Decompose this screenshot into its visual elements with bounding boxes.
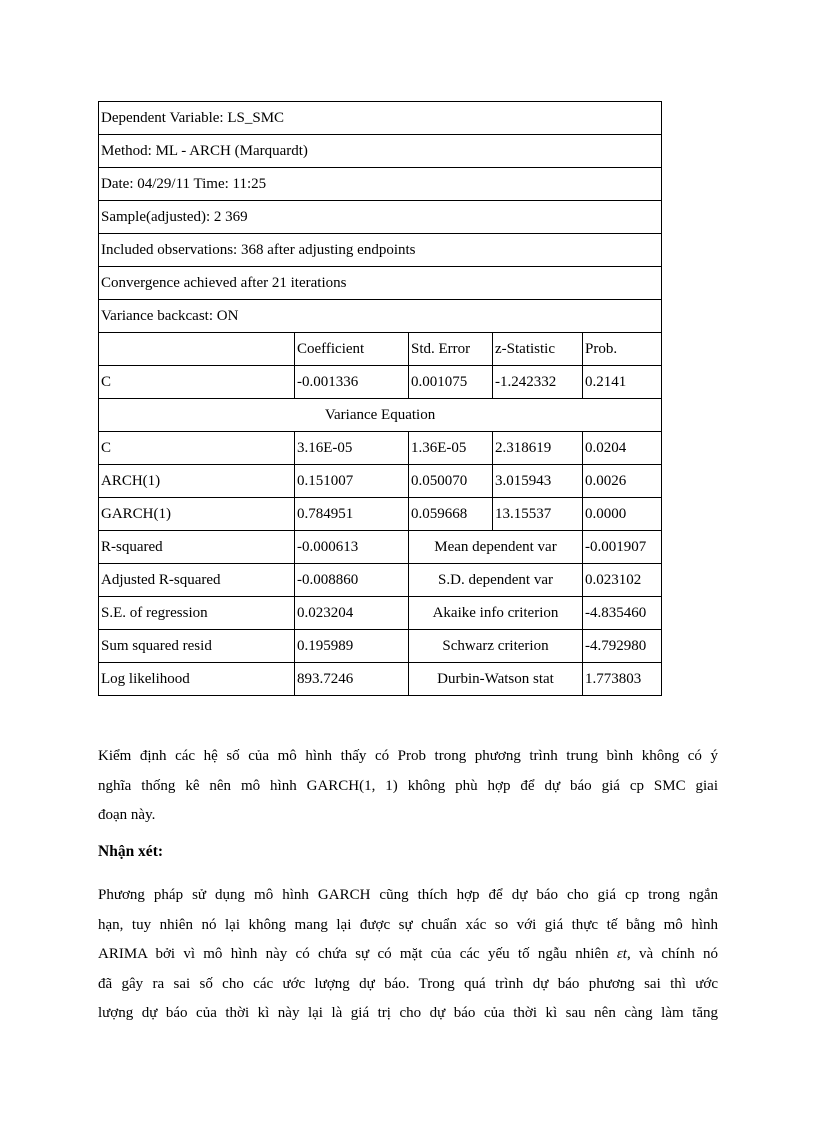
stats-row — [99, 531, 662, 564]
stat-value-cell: 0.023204 — [295, 597, 409, 630]
header-info-cell: Method: ML - ARCH (Marquardt) — [99, 135, 662, 168]
table-cell: ARCH(1) — [99, 465, 295, 498]
table-header-row — [99, 168, 662, 201]
stat-value-cell: 1.773803 — [583, 663, 662, 696]
table-cell: 0.2141 — [583, 366, 662, 399]
table-cell: 0.0026 — [583, 465, 662, 498]
stats-row — [99, 597, 662, 630]
regression-output-table — [98, 101, 662, 696]
table-cell: 0.151007 — [295, 465, 409, 498]
table-header-row — [99, 234, 662, 267]
stat-label-cell: Schwarz criterion — [409, 630, 583, 663]
line-text: , và chính nó — [626, 946, 718, 962]
column-header-cell: Std. Error — [409, 333, 493, 366]
table-row — [99, 498, 662, 531]
table-cell: 0.784951 — [295, 498, 409, 531]
stat-label-cell: S.D. dependent var — [409, 564, 583, 597]
table-cell: 0.0000 — [583, 498, 662, 531]
paragraph-line: hạn, tuy nhiên nó lại không mang lại được sự chuẩn xác so với giá thực tế bằng mô hình — [98, 916, 718, 933]
stat-value-cell: -0.001907 — [583, 531, 662, 564]
header-info-cell: Variance backcast: ON — [99, 300, 662, 333]
stat-value-cell: -4.835460 — [583, 597, 662, 630]
paragraph-line — [98, 940, 718, 970]
header-info-cell: Convergence achieved after 21 iterations — [99, 267, 662, 300]
table-cell: -0.001336 — [295, 366, 409, 399]
table-row — [99, 432, 662, 465]
stat-label-cell: Sum squared resid — [99, 630, 295, 663]
table-cell: C — [99, 432, 295, 465]
header-info-cell: Sample(adjusted): 2 369 — [99, 201, 662, 234]
paragraph-remarks — [98, 881, 718, 1029]
stat-label-cell: Mean dependent var — [409, 531, 583, 564]
stats-row — [99, 663, 662, 696]
table-header-row — [99, 300, 662, 333]
paragraph-line: đã gây ra sai số cho các ước lượng dự báo. Trong quá trình dự báo phương sai thì ước — [98, 975, 718, 992]
stats-row — [99, 564, 662, 597]
stat-value-cell: 0.195989 — [295, 630, 409, 663]
column-header-row — [99, 333, 662, 366]
stat-value-cell: -0.008860 — [295, 564, 409, 597]
table-cell: -1.242332 — [493, 366, 583, 399]
paragraph-line: nghĩa thống kê nên mô hình GARCH(1, 1) không phù hợp để dự báo giá cp SMC giai — [98, 777, 718, 794]
variance-title-row — [99, 399, 662, 432]
table-cell: 0.050070 — [409, 465, 493, 498]
table-row — [99, 465, 662, 498]
header-info-cell: Dependent Variable: LS_SMC — [99, 102, 662, 135]
stat-label-cell: Log likelihood — [99, 663, 295, 696]
stat-label-cell: S.E. of regression — [99, 597, 295, 630]
stat-label-cell: Adjusted R-squared — [99, 564, 295, 597]
table-cell: GARCH(1) — [99, 498, 295, 531]
stat-value-cell: -0.000613 — [295, 531, 409, 564]
table-header-row — [99, 201, 662, 234]
table-header-row — [99, 267, 662, 300]
column-header-cell: Prob. — [583, 333, 662, 366]
table-cell: 0.001075 — [409, 366, 493, 399]
table-cell: 2.318619 — [493, 432, 583, 465]
stat-value-cell: -4.792980 — [583, 630, 662, 663]
stat-label-cell: R-squared — [99, 531, 295, 564]
paragraph-line: đoạn này. — [98, 807, 156, 823]
table-cell: 3.015943 — [493, 465, 583, 498]
stat-label-cell: Durbin-Watson stat — [409, 663, 583, 696]
variance-equation-title: Variance Equation — [99, 399, 662, 432]
table-row — [99, 366, 662, 399]
table-cell: 13.15537 — [493, 498, 583, 531]
column-header-cell: Coefficient — [295, 333, 409, 366]
paragraph-test-result — [98, 742, 718, 831]
stat-value-cell: 0.023102 — [583, 564, 662, 597]
column-header-cell: z-Statistic — [493, 333, 583, 366]
paragraph-line: lượng dự báo của thời kì này lại là giá trị cho dự báo của thời kì sau nên càng làm tăng — [98, 1005, 718, 1021]
table-header-row — [99, 135, 662, 168]
header-info-cell: Included observations: 368 after adjusting endpoints — [99, 234, 662, 267]
table-cell: C — [99, 366, 295, 399]
line-text: ARIMA bởi vì mô hình này có chứa sự có mặt của các yếu tố ngẫu nhiên — [98, 946, 617, 962]
column-header-cell — [99, 333, 295, 366]
paragraph-line: Kiểm định các hệ số của mô hình thấy có Prob trong phương trình trung bình không có ý — [98, 748, 718, 764]
table-cell: 0.059668 — [409, 498, 493, 531]
table-header-row — [99, 102, 662, 135]
table-cell: 0.0204 — [583, 432, 662, 465]
table-cell: 1.36E-05 — [409, 432, 493, 465]
stat-label-cell: Akaike info criterion — [409, 597, 583, 630]
stat-value-cell: 893.7246 — [295, 663, 409, 696]
paragraph-line: Phương pháp sử dụng mô hình GARCH cũng thích hợp để dự báo cho giá cp trong ngắn — [98, 887, 718, 903]
epsilon-symbol: εt — [616, 946, 627, 962]
table-cell: 3.16E-05 — [295, 432, 409, 465]
stats-row — [99, 630, 662, 663]
header-info-cell: Date: 04/29/11 Time: 11:25 — [99, 168, 662, 201]
section-heading: Nhận xét: — [98, 843, 164, 860]
